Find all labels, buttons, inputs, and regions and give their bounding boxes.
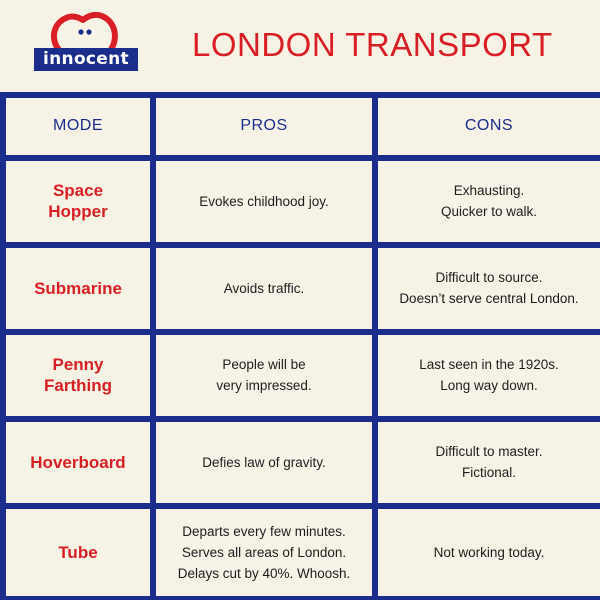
logo-wordmark: innocent	[34, 48, 138, 71]
pros-cell	[153, 332, 375, 419]
cons-cell	[375, 245, 600, 332]
mode-text: Tube	[58, 542, 98, 562]
cons-text: Not working today.	[433, 544, 545, 560]
pros-cell	[153, 158, 375, 245]
mode-cell	[3, 506, 153, 599]
pros-text: very impressed.	[216, 378, 312, 394]
table-row	[3, 245, 600, 332]
column-header-mode: MODE	[3, 95, 153, 158]
mode-text: Hopper	[48, 202, 108, 222]
cons-cell	[375, 506, 600, 599]
cons-text: Doesn’t serve central London.	[399, 291, 579, 307]
cons-cell	[375, 158, 600, 245]
mode-cell	[3, 245, 153, 332]
cons-text: Difficult to source.	[435, 270, 543, 286]
cons-text: Fictional.	[461, 465, 517, 481]
table-row	[3, 419, 600, 506]
cons-cell	[375, 419, 600, 506]
pros-cell	[153, 245, 375, 332]
cons-text: Difficult to master.	[435, 444, 543, 460]
innocent-logo	[34, 12, 138, 68]
pros-text: Evokes childhood joy.	[199, 193, 329, 209]
pros-text: Serves all areas of London.	[181, 544, 347, 560]
pros-text: Defies law of gravity.	[202, 454, 326, 470]
mode-cell	[3, 158, 153, 245]
cons-text: Quicker to walk.	[440, 204, 538, 220]
header-row	[3, 95, 600, 158]
mode-text: Space	[52, 181, 104, 201]
pros-cell	[153, 419, 375, 506]
page-title: LONDON TRANSPORT	[192, 26, 553, 63]
pros-text: People will be	[222, 357, 306, 373]
mode-text: Penny	[52, 355, 104, 375]
table-row	[3, 332, 600, 419]
mode-cell	[3, 332, 153, 419]
mode-text: Hoverboard	[30, 452, 126, 472]
cons-text: Last seen in the 1920s.	[419, 357, 559, 373]
table-row	[3, 506, 600, 599]
cons-text: Long way down.	[440, 378, 538, 394]
column-header-cons: CONS	[375, 95, 600, 158]
pros-text: Avoids traffic.	[223, 280, 305, 296]
mode-text: Farthing	[44, 376, 112, 396]
cons-cell	[375, 332, 600, 419]
table-row	[3, 158, 600, 245]
cons-text: Exhausting.	[453, 183, 525, 199]
pros-text: Delays cut by 40%. Whoosh.	[177, 565, 351, 581]
pros-cell	[153, 506, 375, 599]
mode-cell	[3, 419, 153, 506]
pros-text: Departs every few minutes.	[182, 523, 346, 539]
column-header-pros: PROS	[153, 95, 375, 158]
header	[0, 0, 600, 92]
comparison-table	[0, 92, 600, 600]
mode-text: Submarine	[34, 278, 122, 298]
